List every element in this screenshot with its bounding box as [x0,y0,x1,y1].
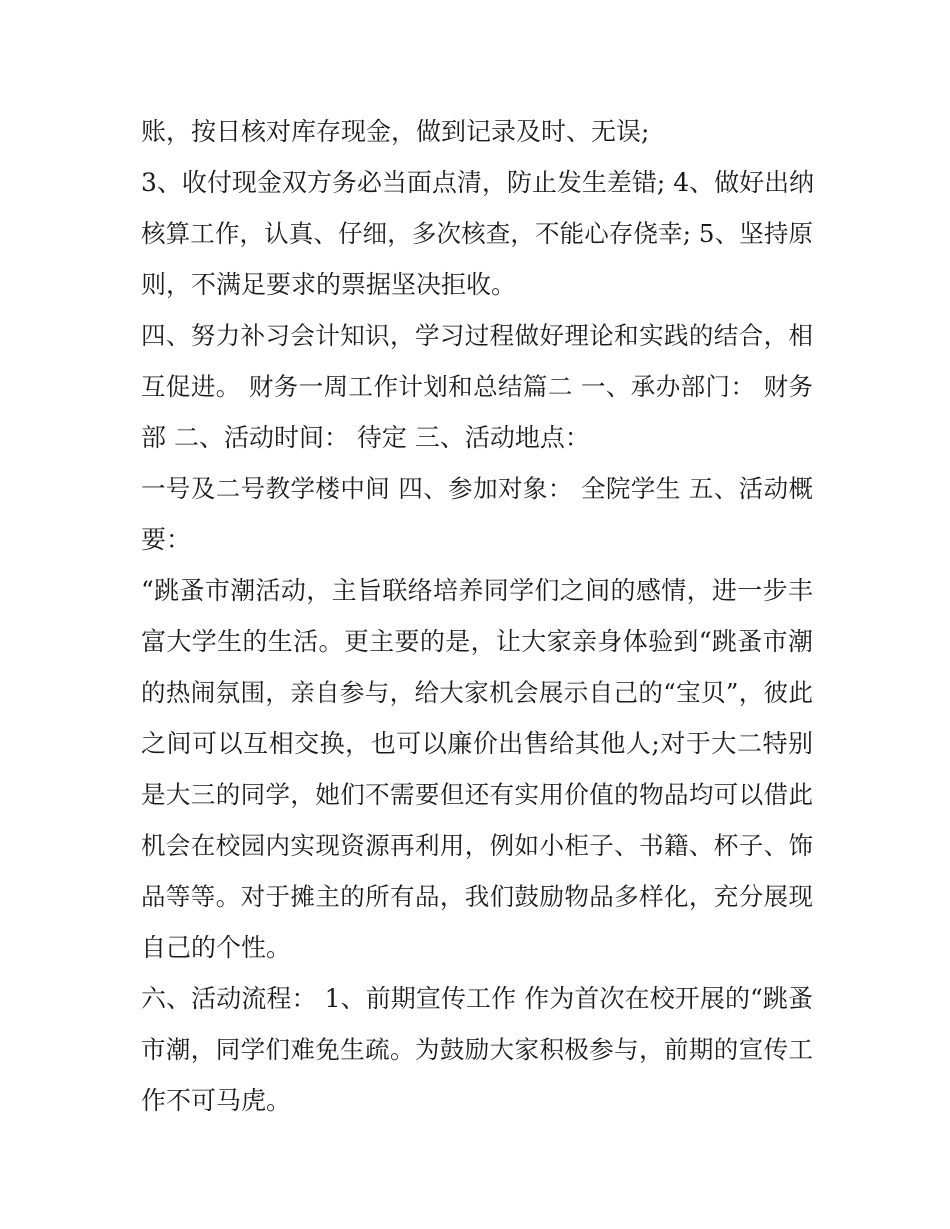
text-line-12: 的热闹氛围，亲自参与，给大家机会展示自己的“宝贝”，彼此 [141,678,813,707]
text-line-20: 作不可马虎。 [141,1086,292,1115]
text-line-7: 部 二、活动时间： 待定 三、活动地点： [141,423,590,452]
text-line-5: 四、努力补习会计知识，学习过程做好理论和实践的结合，相 [141,321,813,350]
text-line-9: 要： [141,525,192,554]
text-line-13: 之间可以互相交换，也可以廉价出售给其他人;对于大二特别 [141,729,813,758]
text-line-6: 互促进。 财务一周工作计划和总结篇二 一、承办部门： 财务 [141,372,813,401]
text-line-11: 富大学生的生活。更主要的是，让大家亲身体验到“跳蚤市潮 [141,627,813,656]
text-line-16: 品等等。对于摊主的所有品，我们鼓励物品多样化，充分展现 [141,882,813,911]
document-body [141,106,813,1126]
text-line-1: 账，按日核对库存现金，做到记录及时、无误; [141,117,650,146]
text-line-10: “跳蚤市潮活动，主旨联络培养同学们之间的感情，进一步丰 [141,576,813,605]
text-line-17: 自己的个性。 [141,933,292,962]
text-line-19: 市潮，同学们难免生疏。为鼓励大家积极参与，前期的宣传工 [141,1035,813,1064]
text-line-3: 核算工作，认真、仔细，多次核查，不能心存侥幸; 5、坚持原 [141,219,813,248]
text-line-4: 则，不满足要求的票据坚决拒收。 [141,270,517,299]
text-line-15: 机会在校园内实现资源再利用，例如小柜子、书籍、杯子、饰 [141,831,813,860]
text-line-2: 3、收付现金双方务必当面点清，防止发生差错; 4、做好出纳 [141,168,815,197]
text-line-8: 一号及二号教学楼中间 四、参加对象： 全院学生 五、活动概 [141,474,813,503]
text-line-14: 是大三的同学，她们不需要但还有实用价值的物品均可以借此 [141,780,813,809]
text-line-18: 六、活动流程： 1、前期宣传工作 作为首次在校开展的“跳蚤 [141,984,813,1013]
